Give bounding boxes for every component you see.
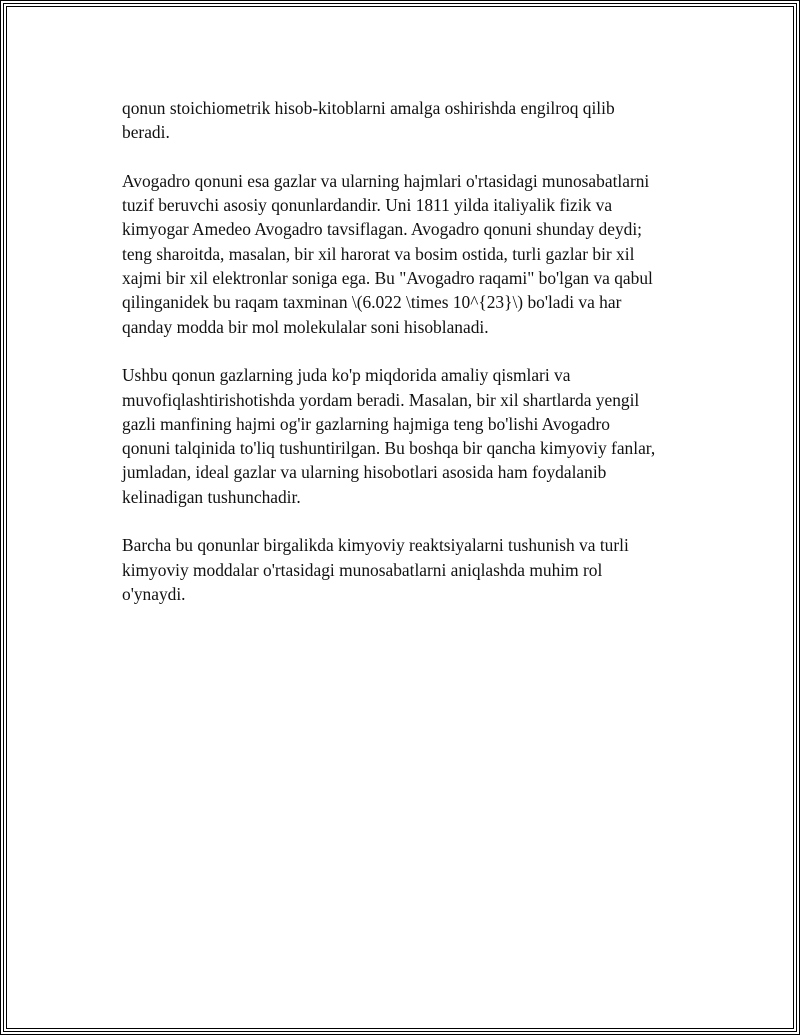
text-line: tuzif beruvchi asosiy qonunlardandir. Uni 1811 yilda italiyalik fizik va — [122, 195, 613, 216]
text-line: xajmi bir xil elektronlar soniga ega. Bu "Avogadro raqami" bo'lgan va qabul — [122, 268, 653, 289]
text-line: beradi. — [122, 122, 170, 143]
text-line: Avogadro qonuni esa gazlar va ularning hajmlari o'rtasidagi munosabatlarni — [122, 170, 650, 191]
text-line: qilinganidek bu raqam taxminan \(6.022 \times 10^{23}\) bo'ladi va har — [122, 292, 622, 313]
text-line: kelinadigan tushunchadir. — [122, 486, 301, 507]
paragraph-3 — [122, 363, 702, 509]
text-line: Ushbu qonun gazlarning juda ko'p miqdorida amaliy qismlari va — [122, 365, 571, 386]
paragraph-2 — [122, 169, 702, 339]
text-line: jumladan, ideal gazlar va ularning hisobotlari asosida ham foydalanib — [122, 462, 607, 483]
text-line: qonuni talqinida to'liq tushuntirilgan. Bu boshqa bir qancha kimyoviy fanlar, — [122, 438, 656, 459]
text-line: gazli manfining hajmi og'ir gazlarning hajmiga teng bo'lishi Avogadro — [122, 413, 610, 434]
text-line: o'ynaydi. — [122, 583, 186, 604]
paragraph-4 — [122, 533, 702, 606]
text-line: qonun stoichiometrik hisob-kitoblarni amalga oshirishda engilroq qilib — [122, 98, 615, 118]
text-line: qanday modda bir mol molekulalar soni hisoblanadi. — [122, 316, 489, 337]
text-line: muvofiqlashtirishotishda yordam beradi. Masalan, bir xil shartlarda yengil — [122, 389, 640, 410]
text-line: teng sharoitda, masalan, bir xil harorat va bosim ostida, turli gazlar bir xil — [122, 243, 635, 264]
text-line: Barcha bu qonunlar birgalikda kimyoviy reaktsiyalarni tushunish va turli — [122, 535, 629, 556]
paragraph-1 — [122, 96, 702, 145]
text-line: kimyogar Amedeo Avogadro tavsiflagan. Avogadro qonuni shunday deydi; — [122, 219, 643, 240]
document-body — [122, 96, 702, 631]
text-line: kimyoviy moddalar o'rtasidagi munosabatlarni aniqlashda muhim rol — [122, 559, 603, 580]
